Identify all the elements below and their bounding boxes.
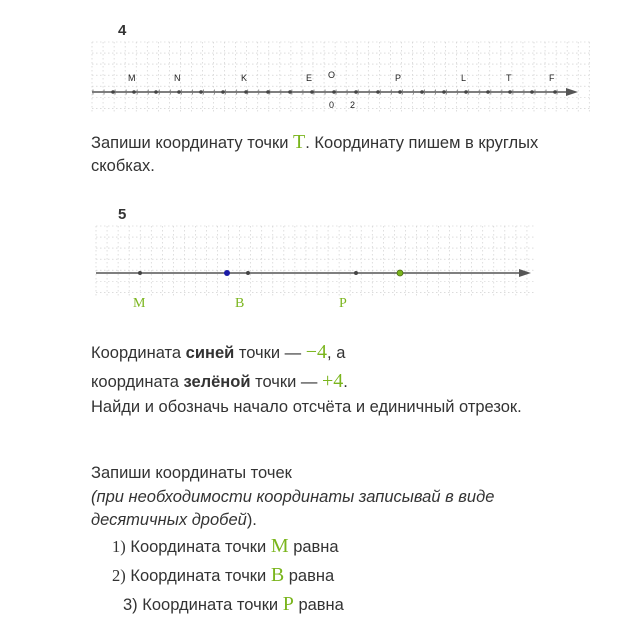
coords-item-1 xyxy=(112,535,339,559)
task4-label-n: N xyxy=(174,73,181,83)
task4-label-t: T xyxy=(506,73,512,83)
task5-line2-c: точки — xyxy=(250,373,322,391)
task5-line2 xyxy=(91,370,561,394)
coords-item-1-suffix: равна xyxy=(288,538,339,556)
task4-instruction-part1: Запиши координату точки xyxy=(91,134,294,152)
task5-point-b xyxy=(246,271,250,275)
coords-item-3-suffix: равна xyxy=(293,596,344,614)
task5-label-m: M xyxy=(133,296,146,311)
coords-note-italic: (при необходимости координаты записывай в виде десятичных дробей xyxy=(91,488,495,529)
coords-item-2-text: Координата точки xyxy=(130,567,271,585)
coords-item-2 xyxy=(112,564,334,588)
task5-line1-a: Координата xyxy=(91,344,186,362)
task4-number: 4 xyxy=(118,22,127,39)
task5-line3: Найди и обозначь начало отсчёта и единичный отрезок. xyxy=(91,398,522,416)
coords-item-3-text: Координата точки xyxy=(142,596,283,614)
task4-tick-label-0: 0 xyxy=(329,100,335,110)
task5-line2-bold: зелёной xyxy=(183,373,251,391)
task5-line1-c: точки — xyxy=(234,344,306,362)
coords-heading: Запиши координаты точек xyxy=(91,464,292,482)
coords-item-1-text: Координата точки xyxy=(130,538,271,556)
task5-number: 5 xyxy=(118,206,127,223)
task4-label-e: E xyxy=(306,73,313,83)
task5-line1 xyxy=(91,341,561,365)
coords-item-3 xyxy=(123,593,344,617)
coords-item-3-point: P xyxy=(282,593,294,615)
task5-line2-a: координата xyxy=(91,373,184,391)
task5-grid xyxy=(96,226,536,296)
task5-label-b: B xyxy=(235,296,245,311)
task4-label-p: P xyxy=(395,73,402,83)
coords-item-2-num: 2) xyxy=(112,566,126,585)
coords-note xyxy=(91,486,581,532)
task5-label-p: P xyxy=(339,296,347,311)
task5-line1-d: , а xyxy=(327,344,346,362)
task5-point-blue xyxy=(224,270,230,276)
task4-label-l: L xyxy=(461,73,467,83)
coords-note-end: ). xyxy=(246,511,257,529)
task5-green-value: +4 xyxy=(321,370,344,392)
task4-label-k: K xyxy=(241,73,248,83)
task5-point-green xyxy=(397,270,403,276)
task4-instruction-part2: . Координату пишем в круглых скобках. xyxy=(91,134,539,175)
task5-point-m xyxy=(138,271,142,275)
coords-item-2-suffix: равна xyxy=(284,567,335,585)
task4-instruction-point: T xyxy=(293,131,306,153)
task5-blue-value: −4 xyxy=(305,341,328,363)
coords-item-1-num: 1) xyxy=(112,537,126,556)
task5-point-p xyxy=(354,271,358,275)
task4-tick-label-2: 2 xyxy=(350,100,356,110)
coords-item-1-point: M xyxy=(270,535,289,557)
coords-item-3-num: 3) xyxy=(123,596,138,614)
task4-label-f: F xyxy=(549,73,555,83)
task5-line1-bold: синей xyxy=(185,344,235,362)
task5-line2-d: . xyxy=(343,373,348,391)
task4-label-o: O xyxy=(328,70,336,80)
coords-item-2-point: B xyxy=(270,564,285,586)
task4-label-m: M xyxy=(128,73,136,83)
